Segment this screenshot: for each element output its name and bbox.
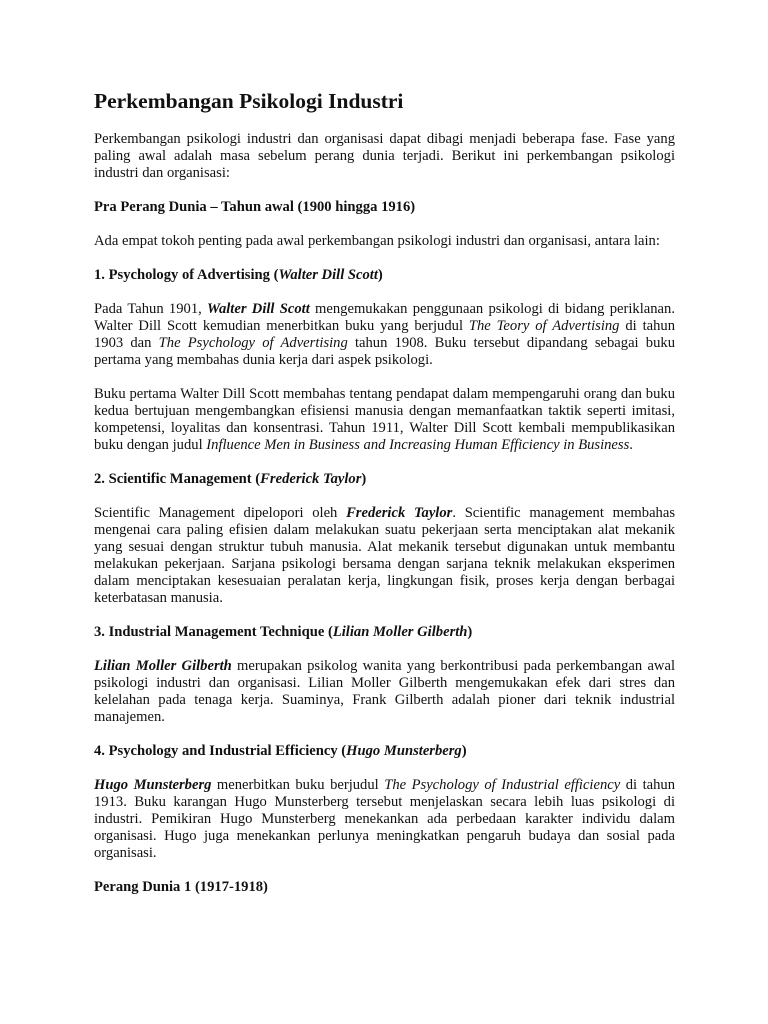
section-paragraph-taylor: Scientific Management dipelopori oleh Frederick Taylor. Scientific management membahas mengenai cara paling efisien dalam melakukan suatu pekerjaan serta menciptakan alat mekanik yang sesuai dengan struktur tubuh manusia. Alat mekanik tersebut digunakan untuk membantu melakukan pekerjaan. Sarjana psikologi bersama dengan sarjana teknik melakukan eksperimen dalam menciptakan kesesuaian peralatan kerja, lingkungan fisik, proses kerja dengan berbagai keterbatasan manusia. bbox=[94, 505, 675, 606]
section-paragraph-munsterberg: Hugo Munsterberg menerbitkan buku berjudul The Psychology of Industrial efficiency di tahun 1913. Buku karangan Hugo Munsterberg tersebut menjelaskan secara lebih luas psikologi di industri. Pemikiran Hugo Munsterberg menekankan ada perbedaan karakter individu dalam organisasi. Hugo juga menekankan perlunya meningkatkan pengaruh budaya dan sosial pada organisasi. bbox=[94, 777, 676, 861]
heading-person-name: Hugo Munsterberg bbox=[346, 743, 462, 759]
person-name: Lilian Moller Gilberth bbox=[94, 658, 232, 674]
section-heading-scientific-management: 2. Scientific Management (Frederick Taylor) bbox=[94, 471, 367, 487]
person-name: Hugo Munsterberg bbox=[94, 777, 212, 793]
person-name: Walter Dill Scott bbox=[207, 301, 310, 317]
section-paragraph-scott-1: Pada Tahun 1901, Walter Dill Scott mengemukakan penggunaan psikologi di bidang periklanan. Walter Dill Scott kemudian menerbitkan buku yang berjudul The Teory of Advertising di tahun 1903 dan The Psychology of Advertising tahun 1908. Buku tersebut dipandang sebagai buku pertama yang membahas dunia kerja dari aspek psikologi. bbox=[94, 301, 676, 368]
section-heading-industrial-management: 3. Industrial Management Technique (Lilian Moller Gilberth) bbox=[94, 624, 473, 640]
section-paragraph-gilberth: Lilian Moller Gilberth merupakan psikolog wanita yang berkontribusi pada perkembangan awal psikologi industri dan organisasi. Lilian Moller Gilberth mengemukakan efek dari stres dan kelelahan pada tenaga kerja. Suaminya, Frank Gilberth adalah pioner dari teknik industrial manajemen. bbox=[94, 658, 675, 725]
person-name: Frederick Taylor bbox=[346, 505, 453, 521]
page-title: Perkembangan Psikologi Industri bbox=[94, 89, 404, 113]
intro-paragraph: Perkembangan psikologi industri dan organisasi dapat dibagi menjadi beberapa fase. Fase yang paling awal adalah masa sebelum perang dunia terjadi. Berikut ini perkembangan psikologi industri dan organisasi: bbox=[94, 131, 675, 181]
heading-person-name: Lilian Moller Gilberth bbox=[332, 624, 468, 640]
phase-intro-paragraph: Ada empat tokoh penting pada awal perkembangan psikologi industri dan organisasi, antara lain: bbox=[94, 233, 660, 249]
book-title: The Teory of Advertising bbox=[468, 318, 620, 334]
section-heading-advertising: 1. Psychology of Advertising (Walter Dill Scott) bbox=[94, 267, 383, 283]
section-paragraph-scott-2: Buku pertama Walter Dill Scott membahas tentang pendapat dalam mempengaruhi orang dan buku kedua bertujuan mengembangkan efisiensi manusia dengan memanfaatkan taktik seperti imitasi, kompetensi, loyalitas dan konsentrasi. Tahun 1911, Walter Dill Scott kembali mempublikasikan buku dengan judul Influence Men in Business and Increasing Human Efficiency in Business. bbox=[94, 386, 675, 453]
phase-heading-pre-war: Pra Perang Dunia – Tahun awal (1900 hingga 1916) bbox=[94, 199, 416, 215]
heading-person-name: Walter Dill Scott bbox=[278, 267, 378, 283]
phase-heading-ww1: Perang Dunia 1 (1917-1918) bbox=[94, 879, 268, 895]
book-title: Influence Men in Business and Increasing Human Efficiency in Business bbox=[206, 437, 630, 453]
section-heading-industrial-efficiency: 4. Psychology and Industrial Efficiency (Hugo Munsterberg) bbox=[94, 743, 467, 759]
heading-person-name: Frederick Taylor bbox=[260, 471, 362, 487]
book-title: The Psychology of Industrial efficiency bbox=[384, 777, 621, 793]
book-title: The Psychology of Advertising bbox=[158, 335, 348, 351]
